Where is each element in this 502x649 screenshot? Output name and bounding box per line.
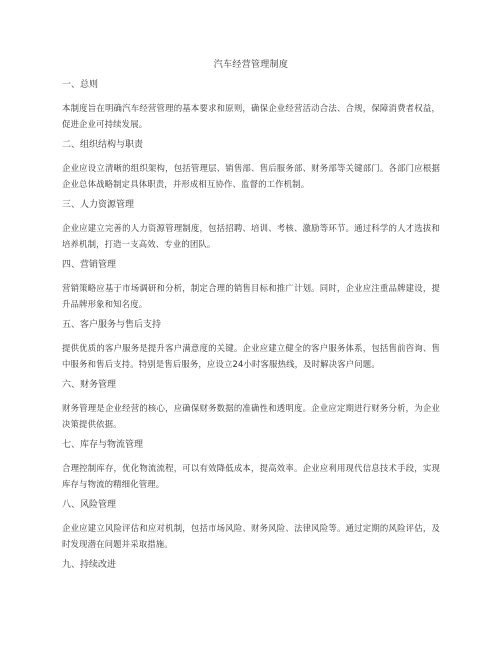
section-heading-9: 九、持续改进 [62,560,117,570]
section-body-1: 本制度旨在明确汽车经营管理的基本要求和原则，确保企业经营活动合法、合规，保障消费者权益，促进企业可持续发展。 [62,103,440,129]
section-heading-7: 七、库存与物流管理 [62,440,144,450]
section-body-6: 财务管理是企业经营的核心，应确保财务数据的准确性和透明度。企业应定期进行财务分析，为企业决策提供依据。 [62,403,440,429]
section-heading-8: 八、风险管理 [62,500,117,510]
section-body-4: 营销策略应基于市场调研和分析，制定合理的销售目标和推广计划。同时，企业应注重品牌建设，提升品牌形象和知名度。 [62,283,440,309]
section-body-3: 企业应建立完善的人力资源管理制度，包括招聘、培训、考核、激励等环节。通过科学的人才选拔和培养机制，打造一支高效、专业的团队。 [62,223,440,249]
section-heading-5: 五、客户服务与售后支持 [62,320,162,330]
section-heading-3: 三、人力资源管理 [62,200,135,210]
document-content [62,79,440,580]
section-body-8: 企业应建立风险评估和应对机制，包括市场风险、财务风险、法律风险等。通过定期的风险评估，及时发现潜在问题并采取措施。 [62,523,440,549]
document-title: 汽车经营管理制度 [213,60,289,70]
section-body-7: 合理控制库存，优化物流流程，可以有效降低成本，提高效率。企业应利用现代信息技术手段，实现库存与物流的精细化管理。 [62,463,440,489]
section-heading-4: 四、营销管理 [62,260,117,270]
section-body-2: 企业应设立清晰的组织架构，包括管理层、销售部、售后服务部、财务部等关键部门。各部门应根据企业总体战略制定具体职责，并形成相互协作、监督的工作机制。 [62,163,440,189]
section-heading-2: 二、组织结构与职责 [62,140,144,150]
section-body-5: 提供优质的客户服务是提升客户满意度的关键。企业应建立健全的客户服务体系，包括售前咨询、售中服务和售后支持。特别是售后服务，应设立24小时客服热线，及时解决客户问题。 [62,343,440,369]
section-heading-6: 六、财务管理 [62,380,117,390]
section-heading-1: 一、总则 [62,80,99,90]
